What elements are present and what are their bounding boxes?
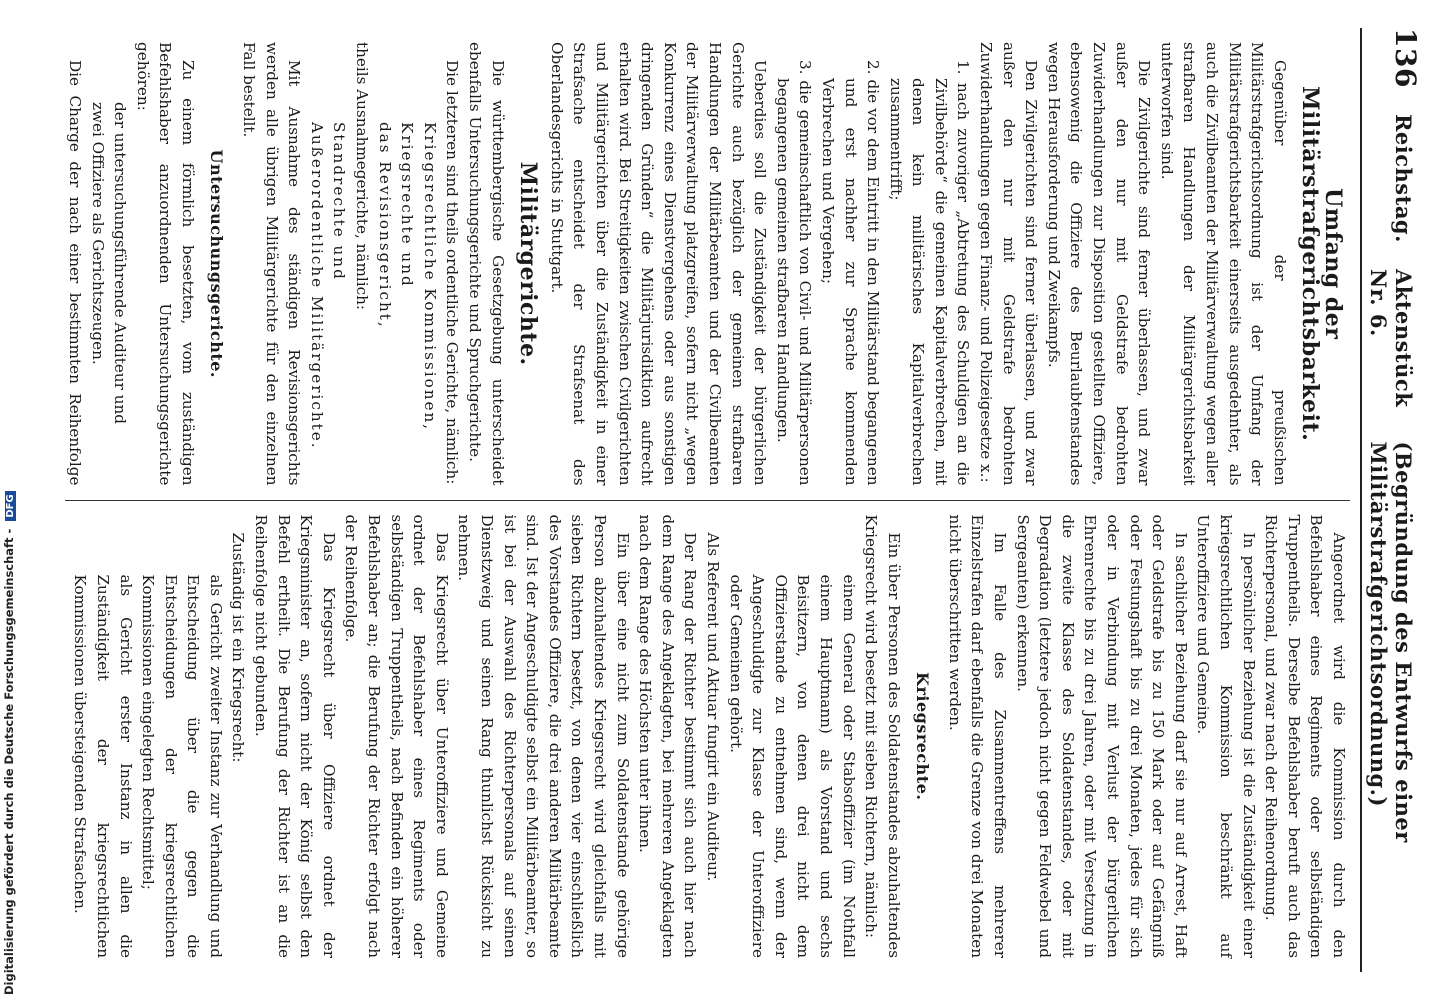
list-item: Außerordentliche Militärgerichte. bbox=[307, 122, 326, 450]
page-header bbox=[1360, 28, 1422, 972]
subsection-heading: Kriegsrechte. bbox=[913, 672, 933, 801]
digitization-credit bbox=[2, 494, 22, 995]
list-item: 3. die gemeinschaftlich von Civil- und Militärpersonen begangenen gemeinen strafbaren Handlungen. bbox=[773, 60, 815, 486]
column-right bbox=[65, 500, 1350, 973]
paragraph: Der Rang der Richter bestimmt sich auch hier nach dem Range des Angeklagten, bei mehreren Angeklagten nach dem Range des Höchsten unter ihnen. bbox=[636, 514, 700, 958]
list-item: als Gericht erster Instanz in allen die Zuständigkeit der kriegsrechtlichen Kommissionen übersteigenden Strafsachen. bbox=[71, 574, 135, 958]
paragraph: theils Ausnahmegerichte, nämlich: bbox=[353, 42, 372, 310]
list-item: das Revisionsgericht, bbox=[375, 122, 394, 329]
column-left bbox=[65, 28, 1350, 500]
paragraph: Gegenüber der preußischen Militärstrafgerichtsordnung ist der Umfang der Militärstrafgerichtsbarkeit einerseits ausgedehnter, als auch die Zivilbeamten der Militärverwaltung wegen aller strafbaren Handlungen der Militärgerichtsbarkeit unterworfen sind. bbox=[1157, 42, 1289, 486]
paragraph: Das Kriegsrecht über Offiziere ordnet der Kriegsminister an, sofern nicht der König selbst den Befehl ertheilt. Die Berufung der Richter ist an die Reihenfolge nicht gebunden. bbox=[252, 514, 338, 958]
list-item: der untersuchungsführende Auditeur und bbox=[111, 102, 130, 424]
header-section: Reichstag. bbox=[1391, 113, 1416, 243]
paragraph: Die Zivilgerichte sind ferner überlassen, und zwar außer den nur mit Geldstrafe bedrohten Zuwiderhandlungen zur Disposition gestellten Offiziere, ebensowenig die Offiziere des Beurlaubtenstandes wegen Herausforderung und Zweikampfs. bbox=[1044, 42, 1154, 486]
paragraph: Zuständig ist ein Kriegsrecht: bbox=[229, 532, 248, 763]
list-item: Kriegsrechte und bbox=[398, 122, 417, 288]
paragraph: Die württembergische Gesetzgebung unterscheidet ebenfalls Untersuchungsgerichte und Spruchgerichte. bbox=[466, 42, 507, 486]
text-columns bbox=[65, 28, 1350, 972]
list-item: Kriegsrechtliche Kommissionen, bbox=[420, 122, 439, 432]
page-number: 136 bbox=[1389, 28, 1422, 88]
paragraph: Im Falle des Zusammentreffens mehrerer Einzelstrafen darf ebenfalls die Grenze von drei Monaten nicht überschritten werden. bbox=[945, 514, 1010, 958]
paragraph: In sachlicher Beziehung darf sie nur auf Arrest, Haft oder Geldstrafe bis zu 150 Mark oder auf Gefängniß oder Festungshaft bis zu drei Monaten, jedes für sich oder in Verbindung mit Verlust der bürgerlichen Ehrenrechte bis zu drei Jahren, oder mit Versetzung in die zweite Klasse des Soldatenstandes, oder mit Degradation (letztere jedoch nicht gegen Feldwebel und Sergeanten) erkennen. bbox=[1013, 514, 1190, 958]
list-item: 1. nach zuvoriger „Abtretung des Schuldigen an die Zivilbehörde“ die gemeinen Kapitalverbrechen, mit denen kein militärisches Kapitalverbrechen zusammentrifft; bbox=[886, 60, 973, 486]
paragraph: Die Charge der nach einer bestimmten Reihenfolge bbox=[65, 60, 84, 486]
section-heading: Umfang der Militärstrafgerichtsbarkeit. bbox=[1297, 86, 1346, 442]
list-item: als Gericht zweiter Instanz zur Verhandlung und Entscheidung über die gegen die Entscheidungen der kriegsrechtlichen Kommissionen eingelegten Rechtsmittel; bbox=[139, 574, 225, 958]
list-item: 2. die vor dem Eintritt in den Militärstand begangenen und erst nachher zur Sprache kommenden Verbrechen und Vergehen; bbox=[818, 60, 883, 486]
subsection-heading: Untersuchungsgerichte. bbox=[207, 149, 227, 378]
dfg-logo: DFG bbox=[5, 491, 16, 520]
paragraph: Zu einem förmlich besetzten, vom zuständigen Befehlshaber anzuordnenden Untersuchungsgerichte gehören: bbox=[133, 42, 197, 486]
section-heading: Militärgerichte. bbox=[515, 161, 542, 366]
paragraph: Ein über Personen des Soldatenstandes abzuhaltendes Kriegsrecht wird besetzt mit sieben Richtern, nämlich: bbox=[862, 514, 903, 958]
paragraph: Als Referent und Aktuar fungirt ein Auditeur. bbox=[703, 532, 722, 882]
credit-text: Digitalisierung gefördert durch die Deutsche Forschungsgemeinschaft - bbox=[2, 528, 16, 995]
paragraph: Das Kriegsrecht über Unteroffiziere und Gemeine ordnet der Befehlshaber eines Regiments oder selbständigen Truppentheils, nach Befinden ein höherer Befehlshaber an; die Berufung der Richter erfolgt nach der Reihenfolge. bbox=[342, 514, 451, 958]
paragraph: Ueberdies soll die Zuständigkeit der bürgerlichen Gerichte auch bezüglich der gemeinen strafbaren Handlungen der Militärbeamten und der Civilbeamten der Militärverwaltung platzgreifen, sofern nicht „wegen Konkurrenz eines Dienstvergehens oder aus sonstigen dringenden Gründen“ die Militärjurisdiktion aufrecht erhalten wird. Bei Streitigkeiten zwischen Civilgerichten und Militärgerichten über die Zuständigkeit in einer Strafsache entscheidet der Strafsenat des Oberlandesgerichts in Stuttgart. bbox=[547, 42, 770, 486]
paragraph bbox=[65, 515, 69, 959]
paragraph: Die letzteren sind theils ordentliche Gerichte, nämlich: bbox=[443, 60, 462, 485]
paragraph: Den Zivilgerichten sind ferner überlassen, und zwar außer den nur mit Geldstrafe bedrohten Zuwiderhandlungen gegen Finanz- und Polizeigesetze x.: bbox=[977, 42, 1041, 486]
paragraph: In persönlicher Beziehung ist die Zuständigkeit einer kriegsrechtlichen Kommission beschränkt auf Unteroffiziere und Gemeine. bbox=[1194, 514, 1258, 958]
paragraph: Ein über eine nicht zum Soldatenstande gehörige Person abzuhaltendes Kriegsrecht wird gleichfalls mit sieben Richtern besetzt, von denen vier einschließlich des Vorstandes Offiziere, die drei anderen Militärbeamte sind. Ist der Angeschuldigte selbst ein Militärbeamter, so ist bei der Auswahl des Richterpersonals auf seinen Dienstzweig und seinen Rang thunlichst Rücksicht zu nehmen. bbox=[455, 514, 632, 958]
list-item: zwei Offiziere als Gerichtszeugen. bbox=[88, 102, 107, 365]
rotated-page-content bbox=[52, 20, 1422, 980]
header-title: (Begründung des Entwurfs einer Militärstrafgerichtsordnung.) bbox=[1366, 441, 1416, 843]
paragraph: Mit Ausnahme des ständigen Revisionsgerichts werden alle übrigen Militärgerichte für den einzelnen Fall bestellt. bbox=[240, 42, 304, 486]
list-item: einem General oder Stabsoffizier (im Nothfall einem Hauptmann) als Vorstand und sechs Beisitzern, von denen drei nicht dem Offizierstande zu entnehmen sind, wenn der Angeschuldigte zur Klasse der Unteroffiziere oder Gemeinen gehört. bbox=[726, 574, 858, 958]
list-item: Standrechte und bbox=[330, 122, 349, 281]
header-document: Aktenstück Nr. 6. bbox=[1366, 268, 1416, 408]
paragraph: Angeordnet wird die Kommission durch den Befehlshaber eines Regiments oder selbständigen Truppentheils. Derselbe Befehlshaber beruft auch das Richterpersonal, und zwar nach der Reihenordnung. bbox=[1262, 514, 1348, 958]
